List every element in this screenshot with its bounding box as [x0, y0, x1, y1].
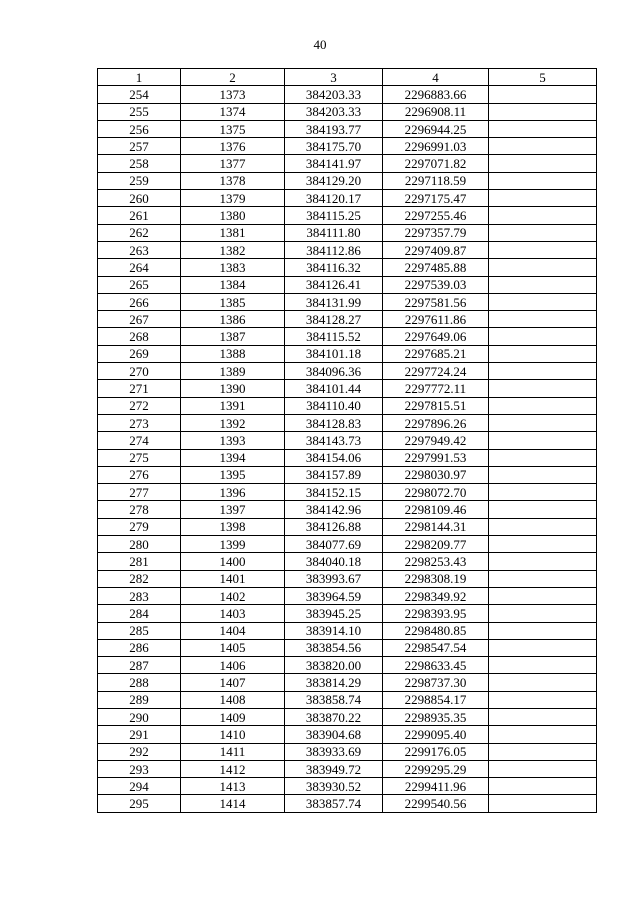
table-row: [98, 138, 597, 155]
x-coordinate-cell: 384115.52: [285, 328, 383, 345]
note-cell: [489, 380, 597, 397]
point-number-cell: 254: [98, 86, 181, 103]
note-cell: [489, 639, 597, 656]
table-row: [98, 449, 597, 466]
table-row: [98, 518, 597, 535]
point-number-cell: 288: [98, 674, 181, 691]
note-cell: [489, 311, 597, 328]
note-cell: [489, 397, 597, 414]
x-coordinate-cell: 384126.41: [285, 276, 383, 293]
x-coordinate-cell: 383870.22: [285, 708, 383, 725]
note-cell: [489, 449, 597, 466]
table-row: [98, 674, 597, 691]
note-cell: [489, 190, 597, 207]
x-coordinate-cell: 383993.67: [285, 570, 383, 587]
table-row: [98, 760, 597, 777]
vertex-number-cell: 1399: [181, 536, 285, 553]
x-coordinate-cell: 383964.59: [285, 587, 383, 604]
x-coordinate-cell: 384203.33: [285, 103, 383, 120]
y-coordinate-cell: 2298393.95: [383, 605, 489, 622]
vertex-number-cell: 1378: [181, 172, 285, 189]
column-header-5: 5: [489, 69, 597, 86]
x-coordinate-cell: 383814.29: [285, 674, 383, 691]
table-row: [98, 536, 597, 553]
table-row: [98, 363, 597, 380]
x-coordinate-cell: 384126.88: [285, 518, 383, 535]
vertex-number-cell: 1397: [181, 501, 285, 518]
table-row: [98, 466, 597, 483]
table-row: [98, 657, 597, 674]
point-number-cell: 262: [98, 224, 181, 241]
note-cell: [489, 120, 597, 137]
vertex-number-cell: 1381: [181, 224, 285, 241]
vertex-number-cell: 1413: [181, 778, 285, 795]
note-cell: [489, 414, 597, 431]
table-row: [98, 795, 597, 812]
point-number-cell: 295: [98, 795, 181, 812]
point-number-cell: 255: [98, 103, 181, 120]
y-coordinate-cell: 2298633.45: [383, 657, 489, 674]
x-coordinate-cell: 384116.32: [285, 259, 383, 276]
vertex-number-cell: 1392: [181, 414, 285, 431]
y-coordinate-cell: 2298030.97: [383, 466, 489, 483]
y-coordinate-cell: 2297685.21: [383, 345, 489, 362]
point-number-cell: 265: [98, 276, 181, 293]
note-cell: [489, 622, 597, 639]
vertex-number-cell: 1393: [181, 432, 285, 449]
note-cell: [489, 484, 597, 501]
x-coordinate-cell: 383930.52: [285, 778, 383, 795]
vertex-number-cell: 1384: [181, 276, 285, 293]
point-number-cell: 291: [98, 726, 181, 743]
point-number-cell: 280: [98, 536, 181, 553]
vertex-number-cell: 1409: [181, 708, 285, 725]
point-number-cell: 258: [98, 155, 181, 172]
note-cell: [489, 743, 597, 760]
vertex-number-cell: 1404: [181, 622, 285, 639]
column-header-4: 4: [383, 69, 489, 86]
x-coordinate-cell: 384193.77: [285, 120, 383, 137]
y-coordinate-cell: 2297949.42: [383, 432, 489, 449]
table-row: [98, 397, 597, 414]
y-coordinate-cell: 2296908.11: [383, 103, 489, 120]
x-coordinate-cell: 384175.70: [285, 138, 383, 155]
point-number-cell: 256: [98, 120, 181, 137]
vertex-number-cell: 1373: [181, 86, 285, 103]
table-row: [98, 622, 597, 639]
y-coordinate-cell: 2298253.43: [383, 553, 489, 570]
y-coordinate-cell: 2298349.92: [383, 587, 489, 604]
table-row: [98, 120, 597, 137]
vertex-number-cell: 1376: [181, 138, 285, 155]
y-coordinate-cell: 2299540.56: [383, 795, 489, 812]
point-number-cell: 292: [98, 743, 181, 760]
y-coordinate-cell: 2297357.79: [383, 224, 489, 241]
vertex-number-cell: 1398: [181, 518, 285, 535]
note-cell: [489, 570, 597, 587]
note-cell: [489, 778, 597, 795]
point-number-cell: 272: [98, 397, 181, 414]
point-number-cell: 267: [98, 311, 181, 328]
vertex-number-cell: 1391: [181, 397, 285, 414]
vertex-number-cell: 1380: [181, 207, 285, 224]
vertex-number-cell: 1410: [181, 726, 285, 743]
table-row: [98, 570, 597, 587]
y-coordinate-cell: 2297175.47: [383, 190, 489, 207]
point-number-cell: 294: [98, 778, 181, 795]
note-cell: [489, 345, 597, 362]
note-cell: [489, 293, 597, 310]
x-coordinate-cell: 384128.27: [285, 311, 383, 328]
note-cell: [489, 605, 597, 622]
y-coordinate-cell: 2296991.03: [383, 138, 489, 155]
note-cell: [489, 207, 597, 224]
y-coordinate-cell: 2297649.06: [383, 328, 489, 345]
table-body: [98, 86, 597, 812]
vertex-number-cell: 1387: [181, 328, 285, 345]
table-row: [98, 432, 597, 449]
vertex-number-cell: 1414: [181, 795, 285, 812]
vertex-number-cell: 1389: [181, 363, 285, 380]
y-coordinate-cell: 2297611.86: [383, 311, 489, 328]
x-coordinate-cell: 384128.83: [285, 414, 383, 431]
vertex-number-cell: 1374: [181, 103, 285, 120]
vertex-number-cell: 1385: [181, 293, 285, 310]
y-coordinate-cell: 2298144.31: [383, 518, 489, 535]
table-row: [98, 501, 597, 518]
vertex-number-cell: 1403: [181, 605, 285, 622]
note-cell: [489, 795, 597, 812]
note-cell: [489, 657, 597, 674]
note-cell: [489, 103, 597, 120]
y-coordinate-cell: 2297991.53: [383, 449, 489, 466]
vertex-number-cell: 1401: [181, 570, 285, 587]
y-coordinate-cell: 2298854.17: [383, 691, 489, 708]
vertex-number-cell: 1408: [181, 691, 285, 708]
point-number-cell: 278: [98, 501, 181, 518]
vertex-number-cell: 1394: [181, 449, 285, 466]
x-coordinate-cell: 384040.18: [285, 553, 383, 570]
point-number-cell: 289: [98, 691, 181, 708]
x-coordinate-cell: 383904.68: [285, 726, 383, 743]
y-coordinate-cell: 2297581.56: [383, 293, 489, 310]
note-cell: [489, 553, 597, 570]
note-cell: [489, 726, 597, 743]
y-coordinate-cell: 2298308.19: [383, 570, 489, 587]
x-coordinate-cell: 384120.17: [285, 190, 383, 207]
y-coordinate-cell: 2297724.24: [383, 363, 489, 380]
note-cell: [489, 708, 597, 725]
note-cell: [489, 691, 597, 708]
table-row: [98, 207, 597, 224]
vertex-number-cell: 1411: [181, 743, 285, 760]
y-coordinate-cell: 2299411.96: [383, 778, 489, 795]
note-cell: [489, 760, 597, 777]
point-number-cell: 268: [98, 328, 181, 345]
x-coordinate-cell: 384096.36: [285, 363, 383, 380]
vertex-number-cell: 1386: [181, 311, 285, 328]
point-number-cell: 257: [98, 138, 181, 155]
table-row: [98, 224, 597, 241]
note-cell: [489, 432, 597, 449]
point-number-cell: 270: [98, 363, 181, 380]
table-row: [98, 553, 597, 570]
note-cell: [489, 155, 597, 172]
vertex-number-cell: 1405: [181, 639, 285, 656]
x-coordinate-cell: 384142.96: [285, 501, 383, 518]
table-row: [98, 86, 597, 103]
note-cell: [489, 259, 597, 276]
y-coordinate-cell: 2297409.87: [383, 241, 489, 258]
x-coordinate-cell: 383914.10: [285, 622, 383, 639]
table-row: [98, 345, 597, 362]
x-coordinate-cell: 383820.00: [285, 657, 383, 674]
y-coordinate-cell: 2297815.51: [383, 397, 489, 414]
x-coordinate-cell: 384101.18: [285, 345, 383, 362]
y-coordinate-cell: 2298547.54: [383, 639, 489, 656]
x-coordinate-cell: 384077.69: [285, 536, 383, 553]
x-coordinate-cell: 384112.86: [285, 241, 383, 258]
point-number-cell: 275: [98, 449, 181, 466]
point-number-cell: 283: [98, 587, 181, 604]
note-cell: [489, 363, 597, 380]
coordinates-table: [97, 68, 597, 813]
point-number-cell: 266: [98, 293, 181, 310]
table-row: [98, 639, 597, 656]
table-row: [98, 778, 597, 795]
note-cell: [489, 466, 597, 483]
x-coordinate-cell: 384129.20: [285, 172, 383, 189]
y-coordinate-cell: 2299095.40: [383, 726, 489, 743]
x-coordinate-cell: 383857.74: [285, 795, 383, 812]
point-number-cell: 293: [98, 760, 181, 777]
x-coordinate-cell: 383933.69: [285, 743, 383, 760]
table-row: [98, 103, 597, 120]
vertex-number-cell: 1400: [181, 553, 285, 570]
x-coordinate-cell: 383949.72: [285, 760, 383, 777]
y-coordinate-cell: 2299295.29: [383, 760, 489, 777]
x-coordinate-cell: 384154.06: [285, 449, 383, 466]
point-number-cell: 287: [98, 657, 181, 674]
y-coordinate-cell: 2297772.11: [383, 380, 489, 397]
point-number-cell: 282: [98, 570, 181, 587]
y-coordinate-cell: 2298737.30: [383, 674, 489, 691]
vertex-number-cell: 1396: [181, 484, 285, 501]
point-number-cell: 281: [98, 553, 181, 570]
table-row: [98, 259, 597, 276]
point-number-cell: 263: [98, 241, 181, 258]
y-coordinate-cell: 2297896.26: [383, 414, 489, 431]
note-cell: [489, 138, 597, 155]
y-coordinate-cell: 2297485.88: [383, 259, 489, 276]
table-row: [98, 691, 597, 708]
x-coordinate-cell: 383945.25: [285, 605, 383, 622]
vertex-number-cell: 1407: [181, 674, 285, 691]
column-header-1: 1: [98, 69, 181, 86]
table-row: [98, 241, 597, 258]
y-coordinate-cell: 2297539.03: [383, 276, 489, 293]
table-row: [98, 311, 597, 328]
vertex-number-cell: 1402: [181, 587, 285, 604]
vertex-number-cell: 1406: [181, 657, 285, 674]
note-cell: [489, 241, 597, 258]
vertex-number-cell: 1388: [181, 345, 285, 362]
vertex-number-cell: 1390: [181, 380, 285, 397]
table-row: [98, 484, 597, 501]
x-coordinate-cell: 384152.15: [285, 484, 383, 501]
x-coordinate-cell: 384111.80: [285, 224, 383, 241]
vertex-number-cell: 1377: [181, 155, 285, 172]
point-number-cell: 260: [98, 190, 181, 207]
note-cell: [489, 587, 597, 604]
x-coordinate-cell: 384101.44: [285, 380, 383, 397]
note-cell: [489, 501, 597, 518]
x-coordinate-cell: 384110.40: [285, 397, 383, 414]
table-row: [98, 190, 597, 207]
table-row: [98, 328, 597, 345]
x-coordinate-cell: 384141.97: [285, 155, 383, 172]
x-coordinate-cell: 384115.25: [285, 207, 383, 224]
note-cell: [489, 518, 597, 535]
y-coordinate-cell: 2298109.46: [383, 501, 489, 518]
y-coordinate-cell: 2296883.66: [383, 86, 489, 103]
point-number-cell: 264: [98, 259, 181, 276]
vertex-number-cell: 1375: [181, 120, 285, 137]
table-row: [98, 743, 597, 760]
note-cell: [489, 172, 597, 189]
point-number-cell: 261: [98, 207, 181, 224]
note-cell: [489, 224, 597, 241]
column-header-2: 2: [181, 69, 285, 86]
point-number-cell: 269: [98, 345, 181, 362]
page-number: 40: [313, 37, 327, 52]
y-coordinate-cell: 2298072.70: [383, 484, 489, 501]
note-cell: [489, 674, 597, 691]
y-coordinate-cell: 2296944.25: [383, 120, 489, 137]
point-number-cell: 271: [98, 380, 181, 397]
x-coordinate-cell: 383858.74: [285, 691, 383, 708]
vertex-number-cell: 1412: [181, 760, 285, 777]
point-number-cell: 284: [98, 605, 181, 622]
column-header-3: 3: [285, 69, 383, 86]
x-coordinate-cell: 384203.33: [285, 86, 383, 103]
table-row: [98, 172, 597, 189]
note-cell: [489, 86, 597, 103]
table-row: [98, 587, 597, 604]
point-number-cell: 276: [98, 466, 181, 483]
point-number-cell: 279: [98, 518, 181, 535]
y-coordinate-cell: 2297255.46: [383, 207, 489, 224]
table-row: [98, 414, 597, 431]
point-number-cell: 286: [98, 639, 181, 656]
y-coordinate-cell: 2297118.59: [383, 172, 489, 189]
table-row: [98, 293, 597, 310]
point-number-cell: 285: [98, 622, 181, 639]
y-coordinate-cell: 2299176.05: [383, 743, 489, 760]
note-cell: [489, 536, 597, 553]
note-cell: [489, 328, 597, 345]
table-row: [98, 155, 597, 172]
header-row: [98, 69, 597, 86]
point-number-cell: 277: [98, 484, 181, 501]
vertex-number-cell: 1383: [181, 259, 285, 276]
note-cell: [489, 276, 597, 293]
point-number-cell: 290: [98, 708, 181, 725]
table-row: [98, 605, 597, 622]
point-number-cell: 274: [98, 432, 181, 449]
x-coordinate-cell: 384143.73: [285, 432, 383, 449]
table-row: [98, 708, 597, 725]
y-coordinate-cell: 2298209.77: [383, 536, 489, 553]
point-number-cell: 273: [98, 414, 181, 431]
x-coordinate-cell: 383854.56: [285, 639, 383, 656]
table-row: [98, 380, 597, 397]
vertex-number-cell: 1382: [181, 241, 285, 258]
y-coordinate-cell: 2298935.35: [383, 708, 489, 725]
vertex-number-cell: 1379: [181, 190, 285, 207]
point-number-cell: 259: [98, 172, 181, 189]
vertex-number-cell: 1395: [181, 466, 285, 483]
x-coordinate-cell: 384131.99: [285, 293, 383, 310]
y-coordinate-cell: 2297071.82: [383, 155, 489, 172]
table-row: [98, 726, 597, 743]
y-coordinate-cell: 2298480.85: [383, 622, 489, 639]
table-row: [98, 276, 597, 293]
x-coordinate-cell: 384157.89: [285, 466, 383, 483]
